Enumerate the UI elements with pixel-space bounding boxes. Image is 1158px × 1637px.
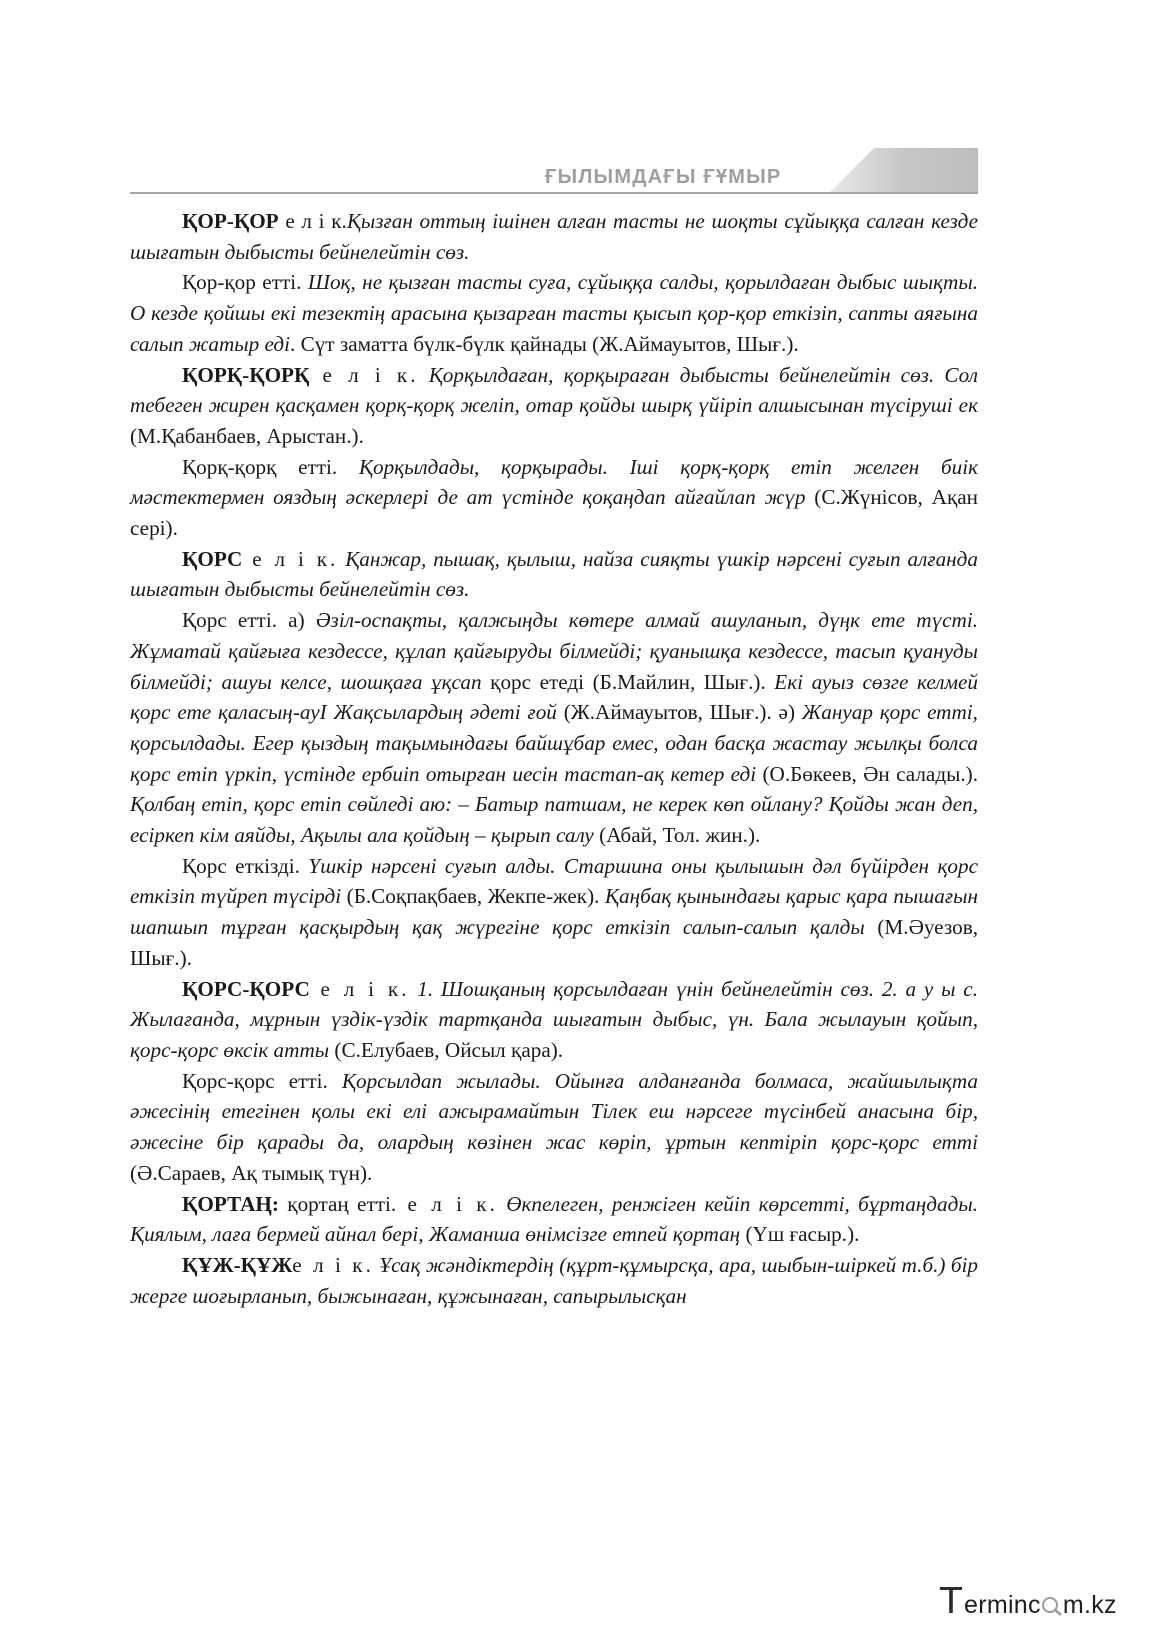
example-text: Қорсылдап жылады. Ойынға алданғанда болмаса, жайшылықта әжесінің етегінен қолы екі елі ажырамайтын Тілек еш нәрсеге түсінбей анасына бір, әжесіне бір қарады да, олардың көзінен жас көріп, ұртын кептіріп қорс-қорс етті	[130, 1068, 978, 1155]
entry-example	[130, 452, 978, 544]
example-text: Әзіл-оспақты, қалжыңды көтере алмай ашуланып, дүңк ете түсті. Жұматай қайғыға кездессе, құлап қайғыруды білмейді; қуанышқа кездессе, тасып қуануды білмейді; ашуы келсе, шошқаға ұқсап	[130, 608, 979, 694]
header-title: ҒЫЛЫМДАҒЫ ҒҰМЫР	[545, 166, 782, 188]
definition: Қорқылдаған, қорқыраған дыбысты бейнелейтін сөз. Сол тебеген жирен қасқамен қорқ-қорқ желіп, отар қойды шырқ үйіріп алшысынан түсіруші ек	[130, 362, 978, 418]
page-number: 265	[1036, 154, 1074, 179]
headword: ҚОРС-ҚОРС	[182, 976, 310, 1001]
source: (М.Қабанбаев, Арыстан.).	[130, 423, 364, 448]
source: (Ж.Аймауытов, Шығ.). ә)	[556, 700, 802, 725]
source: (Абай, Тол. жин.).	[593, 823, 761, 848]
entry-quzh-quzh	[130, 1250, 978, 1311]
pos-label: е л і к.	[278, 209, 347, 233]
pos-label: е л і к.	[242, 546, 339, 571]
headword: ҚҰЖ-ҚҰЖ	[182, 1252, 293, 1277]
example-text: Екі ауыз сөзге келмей қорс ете қаласың-ауI Жақсылардың әдеті ғой	[130, 669, 978, 725]
source: (Б.Соқпақбаев, Жекпе-жек).	[341, 884, 605, 909]
source: (Ә.Сараев, Ақ тымық түн).	[130, 1160, 373, 1185]
headword: ҚОРҚ-ҚОРҚ	[182, 362, 310, 387]
pos-label: е л і к.	[309, 976, 410, 1001]
source: қорс етеді (Б.Майлин, Шығ.).	[481, 669, 775, 694]
example-text: Үшкір нәрсені суғып алды. Старшина оны қылышын дәл бүйірден қорс еткізіп түйреп түсірді	[130, 853, 978, 909]
entry-example	[130, 267, 978, 359]
example-text: Шоқ, не қызған тасты суға, сұйыққа салды, қорылдаған дыбыс шықты. О кезде қойшы екі тезектің арасына қызарған тасты қысып қор-қор еткізіп, сапты аяғына салып жатыр еді	[130, 270, 978, 356]
phrase: Қор-қор етті.	[182, 270, 308, 295]
entry-kortang	[130, 1189, 978, 1250]
example-text: Жануар қорс етті, қорсылдады. Егер қыздың тақымындағы байшұбар емес, одан басқа жастау жылқы болса қорс етіп үркіп, үстінде ербиіп отырған иесін тастап-ақ кетер еді	[130, 700, 978, 786]
entry-example	[130, 851, 978, 974]
phrase: Қорқ-қорқ етті.	[182, 454, 359, 479]
phrase: Қорс етті. а)	[182, 608, 316, 633]
header-rule	[130, 192, 978, 194]
entry-kors-kors	[130, 974, 978, 1066]
source: (М.Әуезов, Шығ.).	[130, 915, 978, 970]
pos-label: е л і к.	[396, 1191, 498, 1216]
example-text: Қорқылдады, қорқырады. Іші қорқ-қорқ етіп желген биік мәстектермен ояздың әскерлері де ат үстінде қоқаңдап айғайлап жүр	[130, 454, 978, 510]
definition: Қанжар, пышақ, қылыш, найза сияқты үшкір нәрсені суғып алғанда шығатын дыбысты бейнелейтін сөз.	[130, 546, 978, 602]
definition: Өкпелеген, ренжіген кейіп көрсетті, бұртаңдады. Қиялым, лаға бермей айнал бері, Жаманша өнімсізге етпей қортаң	[130, 1191, 978, 1247]
page-number-tab	[830, 148, 978, 192]
definition: Қызған оттың ішінен алған тасты не шоқты сұйыққа салған кезде шығатын дыбысты бейнелейтін сөз.	[130, 209, 978, 264]
definition: 1. Шошқаның қорсылдаған үнін бейнелейтін сөз. 2. а у ы с. Жылағанда, мұрнын үздік-үздік тартқанда шығатын дыбыс, үн. Бала жылауын қойып, қорс-қорс өксік атты	[130, 976, 978, 1062]
phrase: Қорс еткізді.	[182, 853, 309, 878]
entry-korq-korq	[130, 360, 978, 452]
example-text: Қаңбақ қынындағы қарыс қара пышағын шапшып тұрған қасқырдың қақ жүрегіне қорс еткізіп салып-салып қалды	[130, 884, 978, 940]
watermark-logo-letter: Т	[940, 1581, 962, 1622]
magnifier-icon	[1041, 1594, 1063, 1616]
entry-kor-kor	[130, 206, 978, 267]
source: (О.Бөкеев, Ән салады.).	[756, 761, 978, 786]
pos-label: е л і к.	[309, 362, 419, 387]
watermark-part: m.kz	[1062, 1591, 1117, 1619]
source: (Үш ғасыр.).	[740, 1222, 860, 1247]
running-header	[130, 148, 1074, 194]
phrase: қортаң етті.	[278, 1191, 397, 1216]
source: (С.Жүнісов, Ақан сері).	[130, 485, 978, 541]
pos-label: е л і к.	[292, 1252, 374, 1277]
headword: ҚОР-ҚОР	[182, 209, 279, 233]
source: . Сүт заматта бүлк-бүлк қайнады (Ж.Аймауытов, Шығ.).	[289, 331, 799, 356]
entry-kors	[130, 544, 978, 605]
entry-example	[130, 605, 978, 851]
dictionary-body	[130, 206, 978, 1311]
headword: ҚОРС	[182, 546, 243, 571]
watermark-part: c	[1028, 1591, 1041, 1619]
termincom-watermark	[940, 1583, 1150, 1623]
watermark-text	[964, 1591, 1117, 1620]
example-text: Қолбаң етіп, қорс етіп сөйледі аю: – Батыр патшам, не керек көп ойлану? Қойды жан деп, есіркеп кім аяйды, Ақылы ала қойдың – қырып салу	[130, 792, 978, 848]
entry-example	[130, 1066, 978, 1189]
source: (С.Елубаев, Ойсыл қара).	[329, 1037, 564, 1062]
definition: Ұсақ жәндіктердің (құрт-құмырсқа, ара, шыбын-шіркей т.б.) бір жерге шоғырланып, быжынаған, құжынаған, сапырылысқан	[130, 1252, 978, 1308]
watermark-part: ermin	[964, 1591, 1029, 1619]
headword: ҚОРТАҢ:	[182, 1191, 279, 1216]
phrase: Қорс-қорс етті.	[182, 1068, 342, 1093]
